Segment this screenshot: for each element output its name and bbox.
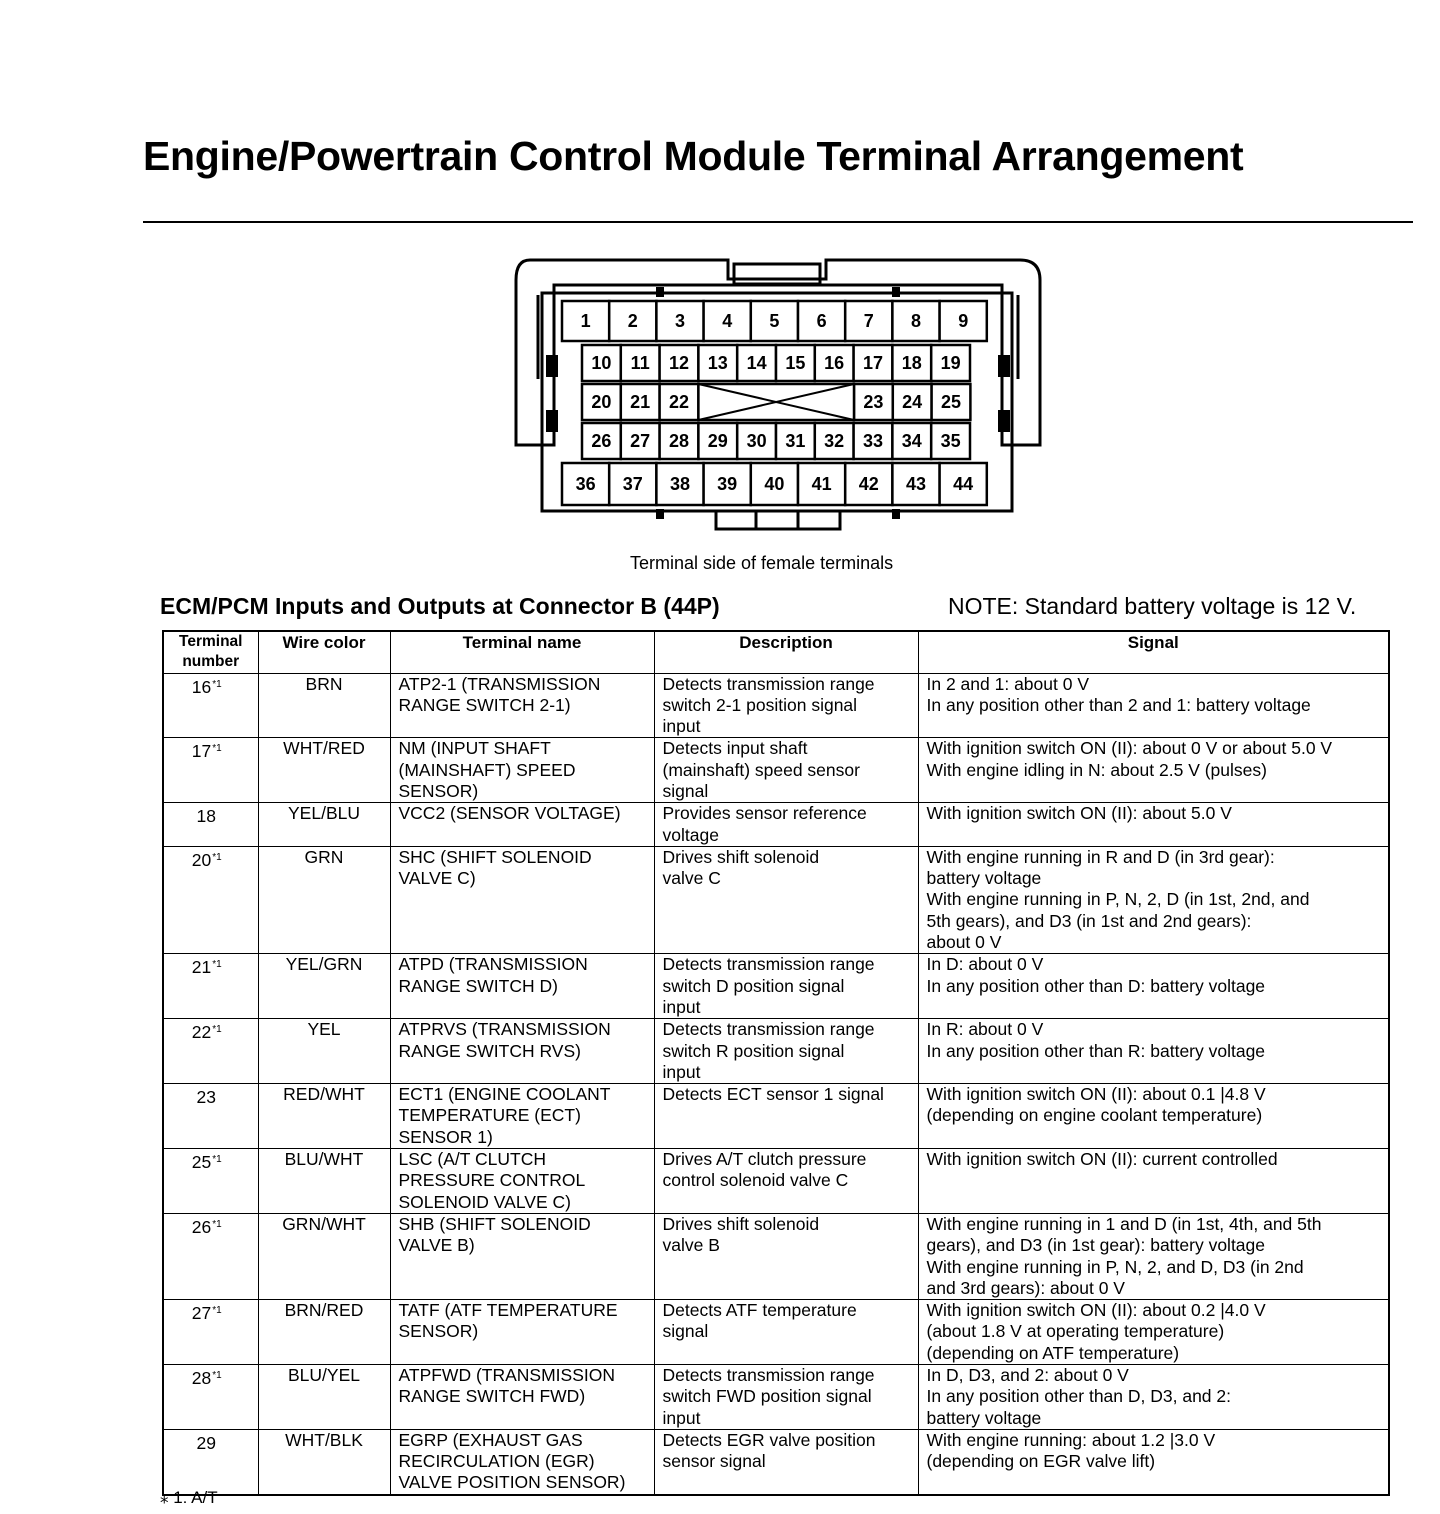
terminal-label: 17 — [862, 353, 884, 373]
terminal-number-cell — [163, 1084, 258, 1149]
terminal-name-cell: ECT1 (ENGINE COOLANT TEMPERATURE (ECT) SENSOR 1) — [390, 1084, 654, 1149]
signal-cell: With ignition switch ON (II): about 0 V or about 5.0 V With engine idling in N: about 2.5 V (pulses) — [918, 738, 1389, 803]
terminal-label: 5 — [769, 311, 780, 331]
terminal-label: 12 — [668, 353, 690, 373]
connector-latch — [734, 264, 820, 284]
signal-cell: In R: about 0 V In any position other than R: battery voltage — [918, 1019, 1389, 1084]
description-cell: Detects input shaft (mainshaft) speed sensor signal — [654, 738, 918, 803]
terminal-label: 20 — [591, 392, 612, 412]
description-cell: Detects transmission range switch R position signal input — [654, 1019, 918, 1084]
terminal-number-cell — [163, 673, 258, 738]
terminal-label: 6 — [816, 311, 827, 331]
right-lock-tab — [998, 355, 1010, 377]
footnote-mark: *1 — [212, 959, 222, 971]
description-cell: Drives A/T clutch pressure control solenoid valve C — [654, 1149, 918, 1214]
terminal-name-cell: ATP2-1 (TRANSMISSION RANGE SWITCH 2-1) — [390, 673, 654, 738]
signal-cell: With engine running in R and D (in 3rd gear): battery voltage With engine running in P, N, 2, D (in 1st, 2nd, and 5th gears), and D3 (in 1st and 2nd gears): about 0 V — [918, 846, 1389, 953]
terminal-number-cell — [163, 954, 258, 1019]
terminal-label: 4 — [722, 311, 733, 331]
table-row — [163, 1429, 1389, 1494]
signal-cell: In 2 and 1: about 0 V In any position other than 2 and 1: battery voltage — [918, 673, 1389, 738]
wire-color-cell: WHT/BLK — [258, 1429, 390, 1494]
table-row — [163, 1084, 1389, 1149]
footnote-mark: *1 — [212, 1305, 222, 1317]
table-row — [163, 1365, 1389, 1430]
wire-color-cell: RED/WHT — [258, 1084, 390, 1149]
terminal-label: 29 — [707, 431, 728, 451]
terminal-label: 36 — [575, 474, 596, 494]
terminal-label: 3 — [674, 311, 686, 331]
terminal-label: 31 — [785, 431, 806, 451]
terminal-label: 42 — [858, 474, 879, 494]
table-header-row — [163, 631, 1389, 673]
section-title: ECM/PCM Inputs and Outputs at Connector B (44P) — [160, 593, 720, 619]
table-row — [163, 803, 1389, 847]
terminal-name-cell: TATF (ATF TEMPERATURE SENSOR) — [390, 1300, 654, 1365]
footnote-mark: *1 — [212, 851, 222, 863]
battery-voltage-note: NOTE: Standard battery voltage is 12 V. — [948, 593, 1357, 619]
terminal-number: 25 — [191, 1152, 212, 1173]
wire-color-cell: BLU/WHT — [258, 1149, 390, 1214]
terminal-label: 37 — [622, 474, 643, 494]
terminal-number-cell — [163, 846, 258, 953]
wire-color-cell: GRN — [258, 846, 390, 953]
terminal-number: 28 — [191, 1368, 212, 1388]
terminal-label: 10 — [591, 353, 612, 373]
terminal-label: 33 — [862, 431, 884, 451]
signal-cell: With ignition switch ON (II): about 0.2 |4.0 V (about 1.8 V at operating temperature) (depending on ATF temperature) — [918, 1300, 1389, 1365]
signal-cell: With ignition switch ON (II): current controlled — [918, 1149, 1389, 1214]
terminal-number: 23 — [196, 1087, 216, 1108]
footnote-mark: *1 — [212, 1370, 222, 1381]
terminal-number: 29 — [196, 1432, 216, 1453]
terminal-name-cell: ATPRVS (TRANSMISSION RANGE SWITCH RVS) — [390, 1019, 654, 1084]
terminal-label: 34 — [901, 431, 922, 451]
terminal-number-cell — [163, 803, 258, 847]
table-row — [163, 1300, 1389, 1365]
description-cell: Drives shift solenoid valve B — [654, 1213, 918, 1299]
signal-cell: With engine running in 1 and D (in 1st, 4th, and 5th gears), and D3 (in 1st gear): battery voltage With engine running in P, N, 2, and D, D3 (in 2nd and 3rd gears): about 0 V — [918, 1213, 1389, 1299]
terminal-number-cell — [163, 738, 258, 803]
description-cell: Detects transmission range switch D position signal input — [654, 954, 918, 1019]
terminal-label: 9 — [958, 311, 969, 331]
terminal-number: 27 — [191, 1303, 212, 1324]
terminal-label: 1 — [580, 311, 591, 331]
terminal-number: 16 — [191, 676, 212, 697]
terminal-label: 7 — [863, 311, 874, 331]
terminal-number: 26 — [191, 1216, 212, 1237]
signal-cell: With ignition switch ON (II): about 0.1 |4.8 V (depending on engine coolant temperature) — [918, 1084, 1389, 1149]
description-cell: Detects ECT sensor 1 signal — [654, 1084, 918, 1149]
terminal-label: 8 — [910, 311, 922, 331]
terminal-name-cell: SHB (SHIFT SOLENOID VALVE B) — [390, 1213, 654, 1299]
wire-color-cell: BRN/RED — [258, 1300, 390, 1365]
terminal-label: 30 — [746, 431, 767, 451]
terminal-label: 22 — [668, 392, 690, 412]
terminal-label: 2 — [627, 311, 638, 331]
connector-caption: Terminal side of female terminals — [630, 553, 894, 573]
terminal-label: 24 — [902, 392, 923, 412]
terminal-label: 28 — [668, 431, 690, 451]
wire-color-cell: YEL/BLU — [258, 803, 390, 847]
terminal-name-cell: ATPFWD (TRANSMISSION RANGE SWITCH FWD) — [390, 1365, 654, 1430]
terminal-label: 39 — [717, 474, 738, 494]
terminal-label: 21 — [630, 392, 651, 412]
header-wire-color: Wire color — [258, 631, 390, 673]
header-signal: Signal — [918, 631, 1389, 673]
wire-color-cell: YEL — [258, 1019, 390, 1084]
terminal-number: 21 — [191, 957, 212, 978]
terminal-label: 16 — [824, 353, 845, 373]
terminal-number: 20 — [191, 849, 212, 870]
blocked-cavity — [698, 384, 854, 420]
footnote: ⁎ 1: A/T — [160, 1488, 218, 1507]
wire-color-cell: BLU/YEL — [258, 1365, 390, 1430]
table-row — [163, 673, 1389, 738]
terminal-number: 17 — [191, 741, 212, 762]
terminal-number-cell — [163, 1365, 258, 1430]
footnote-mark: *1 — [212, 1024, 222, 1036]
description-cell: Provides sensor reference voltage — [654, 803, 918, 847]
wire-color-cell: WHT/RED — [258, 738, 390, 803]
connector-diagram — [512, 255, 1044, 535]
terminal-label: 25 — [940, 392, 962, 412]
table-row — [163, 954, 1389, 1019]
terminal-label: 13 — [707, 353, 728, 373]
signal-cell: In D, D3, and 2: about 0 V In any position other than D, D3, and 2: battery voltage — [918, 1365, 1389, 1430]
terminal-label: 11 — [630, 353, 650, 373]
terminal-name-cell: ATPD (TRANSMISSION RANGE SWITCH D) — [390, 954, 654, 1019]
terminal-label: 15 — [785, 353, 806, 373]
terminal-number-cell — [163, 1300, 258, 1365]
terminal-label: 23 — [863, 392, 884, 412]
left-lock-tab — [546, 355, 558, 377]
io-table — [162, 630, 1390, 1496]
title-divider — [143, 221, 1413, 223]
terminal-label: 19 — [940, 353, 961, 373]
terminal-label: 27 — [630, 431, 651, 451]
terminal-number-cell — [163, 1019, 258, 1084]
terminal-name-cell: NM (INPUT SHAFT (MAINSHAFT) SPEED SENSOR) — [390, 738, 654, 803]
terminal-number: 22 — [191, 1022, 212, 1043]
description-cell: Detects EGR valve position sensor signal — [654, 1429, 918, 1494]
table-row — [163, 1019, 1389, 1084]
footnote-mark: *1 — [212, 1154, 222, 1166]
terminal-label: 43 — [905, 474, 927, 494]
terminal-label: 44 — [953, 474, 974, 494]
footnote-mark: *1 — [212, 743, 222, 755]
description-cell: Detects ATF temperature signal — [654, 1300, 918, 1365]
footnote-mark: *1 — [212, 1218, 222, 1230]
terminal-name-cell: VCC2 (SENSOR VOLTAGE) — [390, 803, 654, 847]
terminal-label: 18 — [901, 353, 922, 373]
terminal-label: 32 — [824, 431, 845, 451]
description-cell: Detects transmission range switch FWD position signal input — [654, 1365, 918, 1430]
table-row — [163, 846, 1389, 953]
terminal-label: 38 — [669, 474, 691, 494]
terminal-label: 35 — [940, 431, 961, 451]
description-cell: Drives shift solenoid valve C — [654, 846, 918, 953]
header-terminal-name: Terminal name — [390, 631, 654, 673]
wire-color-cell: YEL/GRN — [258, 954, 390, 1019]
terminal-label: 41 — [811, 474, 832, 494]
terminal-label: 26 — [591, 431, 612, 451]
page-title: Engine/Powertrain Control Module Terminal Arrangement — [143, 133, 1244, 179]
terminal-label: 40 — [764, 474, 785, 494]
header-terminal-number: Terminal number — [163, 631, 258, 673]
signal-cell: In D: about 0 V In any position other than D: battery voltage — [918, 954, 1389, 1019]
terminal-label: 14 — [746, 353, 767, 373]
table-row — [163, 1149, 1389, 1214]
wire-color-cell: GRN/WHT — [258, 1213, 390, 1299]
terminal-number: 18 — [196, 806, 216, 827]
terminal-name-cell: SHC (SHIFT SOLENOID VALVE C) — [390, 846, 654, 953]
wire-color-cell: BRN — [258, 673, 390, 738]
description-cell: Detects transmission range switch 2-1 position signal input — [654, 673, 918, 738]
table-row — [163, 738, 1389, 803]
signal-cell: With ignition switch ON (II): about 5.0 V — [918, 803, 1389, 847]
terminal-name-cell: LSC (A/T CLUTCH PRESSURE CONTROL SOLENOID VALVE C) — [390, 1149, 654, 1214]
table-row — [163, 1213, 1389, 1299]
terminal-number-cell — [163, 1213, 258, 1299]
terminal-number-cell — [163, 1429, 258, 1494]
header-description: Description — [654, 631, 918, 673]
signal-cell: With engine running: about 1.2 |3.0 V (depending on EGR valve lift) — [918, 1429, 1389, 1494]
terminal-name-cell: EGRP (EXHAUST GAS RECIRCULATION (EGR) VALVE POSITION SENSOR) — [390, 1429, 654, 1494]
footnote-mark: *1 — [212, 678, 222, 690]
terminal-number-cell — [163, 1149, 258, 1214]
